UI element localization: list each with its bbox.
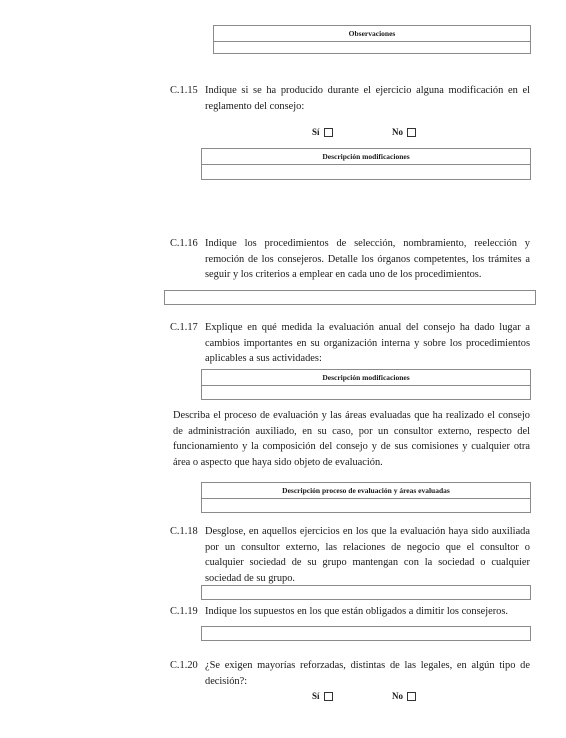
c120-no-checkbox[interactable] — [392, 691, 416, 701]
c117-description-field[interactable] — [202, 386, 530, 399]
c116-answer-field[interactable] — [164, 290, 536, 305]
question-number: C.1.15 — [170, 85, 198, 96]
c120-si-checkbox[interactable] — [312, 691, 333, 701]
c115-description-header: Descripción modificaciones — [202, 149, 530, 165]
question-number: C.1.18 — [170, 526, 198, 537]
question-c116 — [170, 236, 530, 284]
observaciones-field[interactable] — [214, 42, 530, 53]
c115-description-field[interactable] — [202, 165, 530, 179]
question-text: Indique si se ha producido durante el ejercicio alguna modificación en el reglamento del consejo: — [205, 85, 530, 112]
question-number: C.1.17 — [170, 322, 198, 333]
question-number: C.1.16 — [170, 238, 198, 249]
question-c115 — [170, 83, 530, 115]
c117-description-header: Descripción modificaciones — [202, 370, 530, 386]
c115-no-checkbox[interactable] — [392, 127, 416, 137]
si-label: Sí — [312, 127, 320, 137]
c117-description-box — [201, 369, 531, 400]
question-text: ¿Se exigen mayorías reforzadas, distintas de las legales, en algún tipo de decisión?: — [205, 660, 530, 687]
c115-si-checkbox[interactable] — [312, 127, 333, 137]
question-text: Indique los procedimientos de selección, nombramiento, reelección y remoción de los consejeros. Detalle los órganos competentes, los trámites a seguir y los criterios a emplear en cada uno de los procedimientos. — [205, 238, 530, 280]
question-number: C.1.19 — [170, 606, 198, 617]
observaciones-header: Observaciones — [214, 26, 530, 42]
c118-answer-field[interactable] — [201, 585, 531, 600]
checkbox-square-icon[interactable] — [324, 128, 333, 137]
question-text: Explique en qué medida la evaluación anual del consejo ha dado lugar a cambios importantes en su organización interna y sobre los procedimientos aplicables a sus actividades: — [205, 322, 530, 364]
question-text: Desglose, en aquellos ejercicios en los que la evaluación haya sido auxiliada por un consultor externo, las relaciones de negocio que el consultor o cualquier sociedad de su grupo mantengan con la sociedad o cualquier sociedad de su grupo. — [205, 526, 530, 584]
evaluation-paragraph: Describa el proceso de evaluación y las áreas evaluadas que ha realizado el consejo de administración auxiliado, en su caso, por un consultor externo, respecto del funcionamiento y la composición del consejo y de sus comisiones y cualquier otra área o aspecto que haya sido objeto de evaluación. — [173, 410, 530, 468]
no-label: No — [392, 691, 403, 701]
question-c120 — [170, 658, 530, 690]
observaciones-box — [213, 25, 531, 54]
c119-answer-field[interactable] — [201, 626, 531, 641]
checkbox-square-icon[interactable] — [324, 692, 333, 701]
evaluation-description-field[interactable] — [202, 499, 530, 512]
evaluation-description-box — [201, 482, 531, 513]
checkbox-square-icon[interactable] — [407, 692, 416, 701]
question-c118 — [170, 524, 530, 586]
question-c119 — [170, 604, 530, 620]
question-text: Indique los supuestos en los que están obligados a dimitir los consejeros. — [205, 606, 509, 617]
evaluation-description-header: Descripción proceso de evaluación y áreas evaluadas — [202, 483, 530, 499]
no-label: No — [392, 127, 403, 137]
checkbox-square-icon[interactable] — [407, 128, 416, 137]
question-c117 — [170, 320, 530, 368]
question-number: C.1.20 — [170, 660, 198, 671]
si-label: Sí — [312, 691, 320, 701]
c115-description-box — [201, 148, 531, 180]
